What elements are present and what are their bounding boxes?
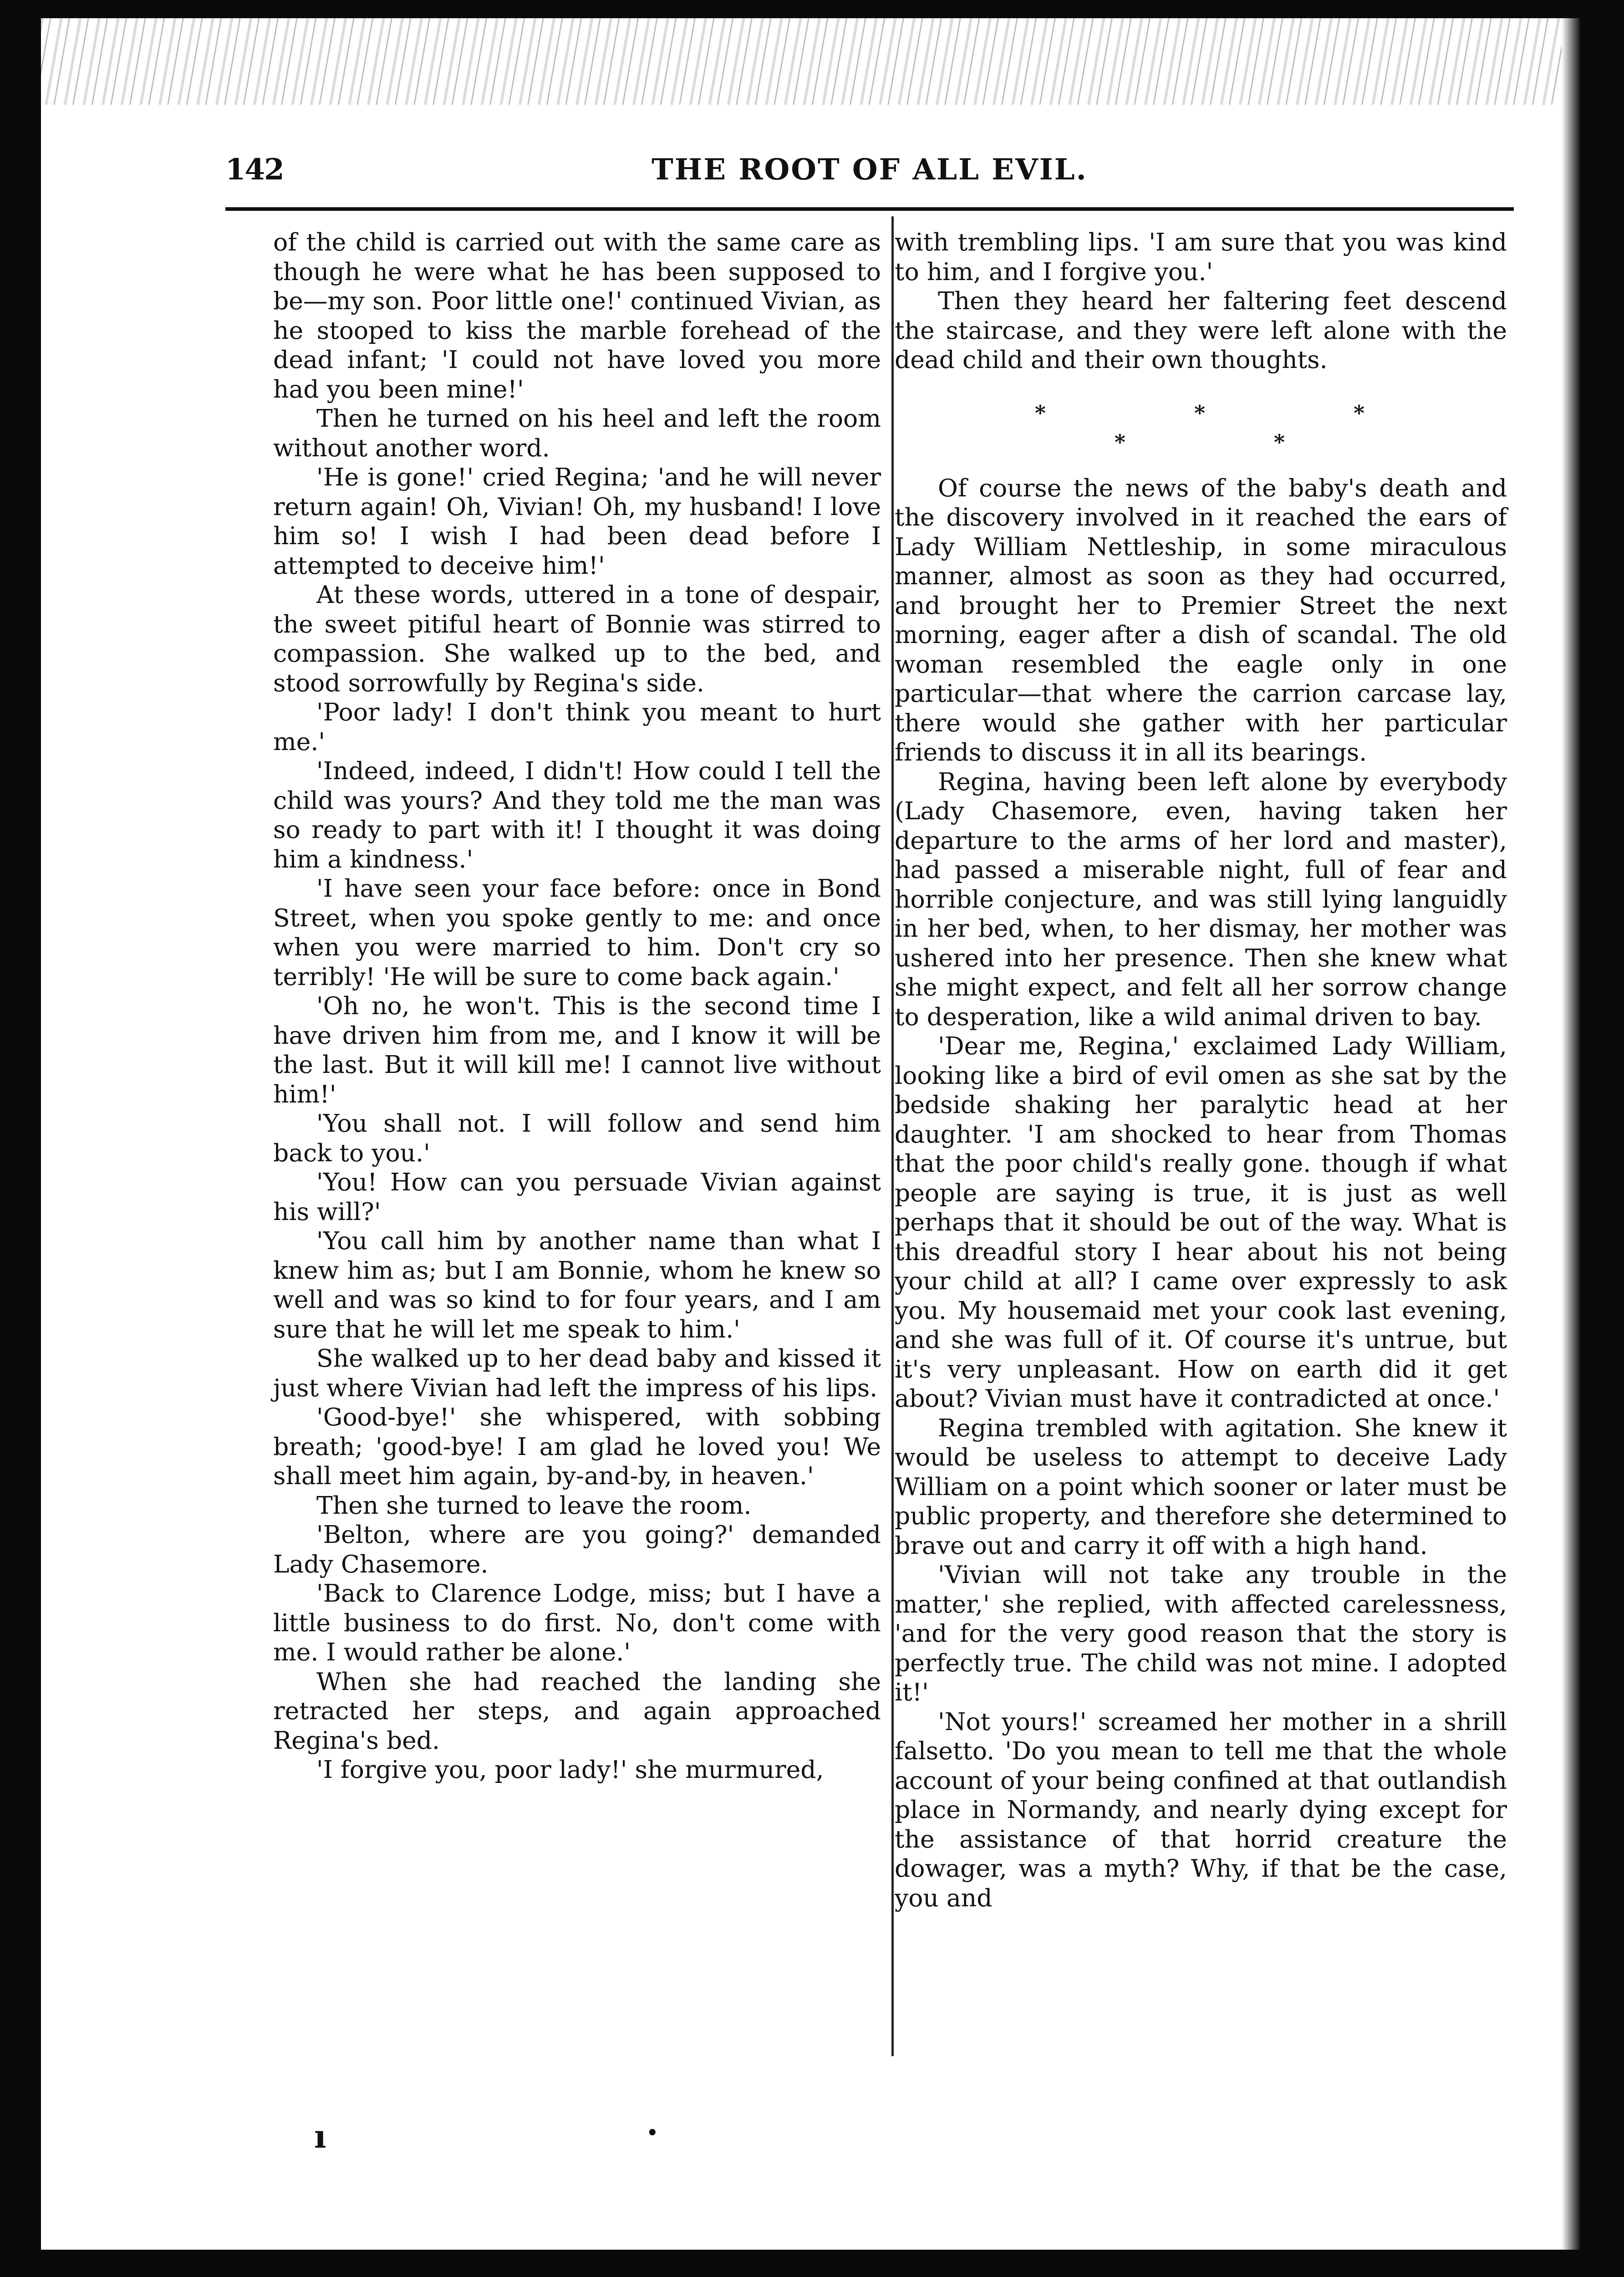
paragraph: Regina, having been left alone by everybody (Lady Chasemore, even, having taken her departure to the arms of her lord and master), had passed a miserable night, full of fear and horrible conjecture, and was still lying languidly in her bed, when, to her dismay, her mother was ushered into her presence. Then she knew what she might expect, and felt all her sorrow change to desperation, like a wild animal driven to bay. [895,767,1507,1031]
page-number: 142 [225,153,284,187]
column-divider [891,216,894,2056]
paragraph: At these words, uttered in a tone of despair, the sweet pitiful heart of Bonnie was stirred to compassion. She walked up to the bed, and stood sorrowfully by Regina's side. [273,580,881,697]
paragraph: She walked up to her dead baby and kissed it just where Vivian had left the impress of his lips. [273,1344,881,1402]
page-header [225,153,1514,207]
scan-shadow [1562,18,1580,2250]
paragraph: 'Back to Clarence Lodge, miss; but I have a little business to do first. No, don't come with me. I would rather be alone.' [273,1579,881,1666]
paragraph: Of course the news of the baby's death and the discovery involved in it reached the ears of Lady William Nettleship, in some miraculous manner, almost as soon as they had occurred, and brought her to Premier Street the next morning, eager after a dish of scandal. The old woman resembled the eagle only in one particular—that where the carrion carcase lay, there would she gather with her particular friends to discuss it in all its bearings. [895,473,1507,766]
paragraph: 'You shall not. I will follow and send him back to you.' [273,1109,881,1167]
paragraph: Then she turned to leave the room. [316,1491,752,1520]
paragraph: 'Vivian will not take any trouble in the matter,' she replied, with affected carelessness, 'and for the very good reason that the story is perfectly true. The child was not mine. I adopted it!' [895,1560,1507,1706]
paragraph: 'You! How can you persuade Vivian against his will?' [273,1168,881,1226]
paragraph: Then they heard her faltering feet descend the staircase, and they were left alone with the dead child and their own thoughts. [895,286,1507,374]
paragraph: When she had reached the landing she retracted her steps, and again approached Regina's bed. [273,1667,881,1755]
paragraph: 'Oh no, he won't. This is the second time I have driven him from me, and I know it will be the last. But it will kill me! I cannot live without him!' [273,991,881,1108]
paragraph: 'Belton, where are you going?' demanded Lady Chasemore. [273,1520,881,1578]
paragraph: with trembling lips. 'I am sure that you was kind to him, and I forgive you.' [895,228,1507,286]
section-break: * * * * * [1034,400,1436,454]
header-rule [225,207,1514,211]
left-column [273,228,881,1785]
paragraph: Regina trembled with agitation. She knew it would be useless to attempt to deceive Lady William on a point which sooner or later must be public property, and therefore she determined to brave out and carry it off with a high hand. [895,1413,1507,1560]
paragraph: 'I have seen your face before: once in Bond Street, when you spoke gently to me: and once when you were married to him. Don't cry so terribly! 'He will be sure to come back again.' [273,874,881,991]
right-column-bottom [895,474,1507,1913]
paragraph: 'Not yours!' screamed her mother in a shrill falsetto. 'Do you mean to tell me that the whole account of your being confined at that outlandish place in Normandy, and nearly dying except for the assistance of that horrid creature the dowager, was a myth? Why, if that be the case, you and [895,1707,1507,1912]
right-column [895,228,1507,1913]
paragraph: 'You call him by another name than what I knew him as; but I am Bonnie, whom he knew so well and was so kind to for four years, and I am sure that he will let me speak to him.' [273,1226,881,1343]
running-title: THE ROOT OF ALL EVIL. [652,153,1088,187]
paragraph: 'I forgive you, poor lady!' she murmured, [316,1755,824,1784]
paragraph: 'Poor lady! I don't think you meant to hurt me.' [273,698,881,756]
ink-speck: ı [314,2118,326,2155]
paragraph: Then he turned on his heel and left the room without another word. [273,404,881,462]
paragraph: 'Good-bye!' she whispered, with sobbing breath; 'good-bye! I am glad he loved you! We shall meet him again, by-and-by, in heaven.' [273,1403,881,1490]
paragraph: 'He is gone!' cried Regina; 'and he will never return again! Oh, Vivian! Oh, my husband! I love him so! I wish I had been dead before I attempted to deceive him!' [273,463,881,580]
ink-speck: • [647,2122,658,2144]
paragraph: 'Dear me, Regina,' exclaimed Lady William, looking like a bird of evil omen as she sat by the bedside shaking her paralytic head at her daughter. 'I am shocked to hear from Thomas that the poor child's really gone. though if what people are saying is true, it is just as well perhaps that it should be out of the way. What is this dreadful story I hear about his not being your child at all? I came over expressly to ask you. My housemaid met your cook last evening, and she was full of it. Of course it's untrue, but it's very unpleasant. How on earth did it get about? Vivian must have it contradicted at once.' [895,1031,1507,1413]
right-column-top [895,228,1507,375]
paragraph: of the child is carried out with the same care as though he were what he has been supposed to be—my son. Poor little one!' continued Vivian, as he stooped to kiss the marble forehead of the dead infant; 'I could not have loved you more had you been mine!' [273,228,881,403]
paragraph: 'Indeed, indeed, I didn't! How could I tell the child was yours? And they told me the man was so ready to part with it! I thought it was doing him a kindness.' [273,756,881,873]
scan-edge [41,18,1580,105]
